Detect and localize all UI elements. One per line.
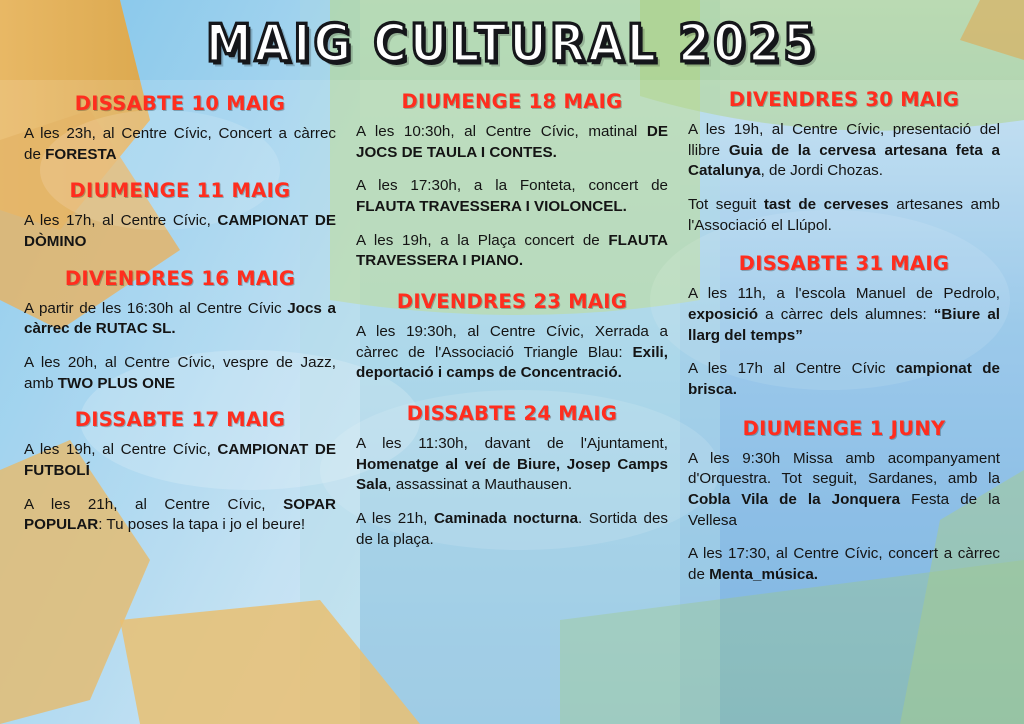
poster-columns: [0, 72, 1024, 599]
event-text: . Sortida des de la plaça.: [356, 510, 668, 548]
event-text: A les 23h, al Centre Cívic, Concert a càrrec de: [24, 125, 336, 163]
event-text: : Tu poses la tapa i jo el beure!: [98, 516, 306, 534]
event-highlight: Jocs a càrrec de RUTAC SL.: [24, 299, 336, 338]
event-highlight: TWO PLUS ONE: [57, 374, 176, 392]
event-text: A les 17:30h, a la Fonteta, concert de: [356, 177, 668, 195]
event-highlight: CAMPIONAT DE FUTBOLÍ: [24, 441, 336, 480]
event-text: A les 11:30h, davant de l'Ajuntament,: [356, 435, 668, 453]
event-highlight: tast de cerveses: [763, 196, 889, 214]
event-text: A les 17:30, al Centre Cívic, concert a càrrec de: [688, 545, 1000, 584]
event-highlight: CAMPIONAT DE DÒMINO: [24, 212, 336, 251]
event-text: A les 9:30h Missa amb acompanyament d'Orquestra. Tot seguit, Sardanes, amb la: [688, 449, 1000, 488]
day-heading: DIUMENGE 1 JUNY: [742, 416, 946, 440]
event-text: A les 19:30h, al Centre Cívic, Xerrada a càrrec de l'Associació Triangle Blau:: [356, 323, 668, 361]
event-highlight: “Biure al llarg del temps”: [688, 306, 1000, 344]
event-text: a càrrec dels alumnes:: [758, 306, 934, 324]
event-text: Festa de la Vellesa: [688, 491, 1000, 529]
event-entry: [688, 195, 1000, 236]
event-text: , de Jordi Chozas.: [760, 162, 883, 180]
event-text: A les 17h, al Centre Cívic,: [24, 212, 218, 230]
event-highlight: DE JOCS DE TAULA I CONTES.: [356, 123, 668, 161]
event-text: A les 19h, al Centre Cívic,: [24, 441, 218, 459]
event-text: A les 21h, al Centre Cívic,: [24, 495, 284, 513]
day-heading: DIVENDRES 16 MAIG: [64, 266, 296, 290]
event-entry: [688, 544, 1000, 585]
day-heading: DISSABTE 31 MAIG: [738, 252, 950, 276]
event-text: A les 20h, al Centre Cívic, vespre de Jazz, amb: [24, 354, 336, 392]
event-text: A les 10:30h, al Centre Cívic, matinal: [356, 123, 647, 140]
event-entry: [356, 231, 668, 272]
event-entry: [688, 284, 1000, 346]
day-heading: DISSABTE 17 MAIG: [74, 408, 286, 432]
day-heading: DIUMENGE 18 MAIG: [401, 90, 623, 113]
event-text: , assassinat a Mauthausen.: [387, 476, 573, 494]
day-heading: DISSABTE 10 MAIG: [74, 92, 286, 115]
event-highlight: FLAUTA TRAVESSERA I VIOLONCEL.: [356, 198, 627, 216]
event-entry: [24, 124, 336, 165]
event-highlight: campionat de brisca.: [688, 360, 1000, 399]
event-entry: [24, 353, 336, 394]
event-entry: [688, 449, 1000, 532]
day-heading: DIVENDRES 30 MAIG: [728, 88, 960, 111]
column-3: [678, 72, 1010, 599]
event-text: A les 21h,: [356, 510, 434, 528]
event-entry: [356, 434, 668, 496]
event-entry: [24, 211, 336, 252]
event-highlight: Exili, deportació i camps de Concentració.: [356, 343, 668, 382]
event-entry: [688, 359, 1000, 400]
event-entry: [356, 122, 668, 163]
day-heading: DISSABTE 24 MAIG: [406, 402, 618, 426]
event-highlight: Homenatge al veí de Biure, Josep Camps Sala: [356, 455, 668, 494]
event-text: A les 19h, a la Plaça concert de: [356, 231, 609, 249]
event-entry: [688, 120, 1000, 182]
event-highlight: exposició: [688, 306, 759, 324]
event-highlight: Menta_música.: [709, 566, 819, 584]
column-1: [14, 72, 346, 599]
event-highlight: Caminada nocturna: [433, 510, 579, 528]
event-text: A les 17h al Centre Cívic: [688, 360, 896, 378]
event-highlight: SOPAR POPULAR: [24, 495, 336, 534]
event-text: A partir de les 16:30h al Centre Cívic: [24, 299, 288, 317]
event-entry: [356, 176, 668, 217]
event-highlight: Guia de la cervesa artesana feta a Catalunya: [688, 141, 1000, 180]
event-highlight: FLAUTA TRAVESSERA I PIANO.: [356, 231, 668, 270]
event-entry: [356, 509, 668, 550]
event-text: artesanes amb l'Associació el Llúpol.: [688, 196, 1000, 234]
poster-title-wrap: [0, 0, 1024, 72]
event-entry: [24, 495, 336, 536]
event-entry: [356, 322, 668, 384]
event-entry: [24, 440, 336, 481]
event-text: A les 19h, al Centre Cívic, presentació del llibre: [688, 121, 1000, 159]
event-highlight: FORESTA: [45, 145, 117, 163]
event-highlight: Cobla Vila de la Jonquera: [688, 491, 901, 509]
event-text: Tot seguit: [688, 196, 764, 214]
column-2: [346, 72, 678, 599]
event-entry: [24, 299, 336, 340]
event-text: A les 11h, a l'escola Manuel de Pedrolo,: [688, 285, 1000, 303]
day-heading: DIUMENGE 11 MAIG: [69, 179, 291, 203]
poster-title: MAIG CULTURAL 2025: [205, 12, 819, 74]
day-heading: DIVENDRES 23 MAIG: [396, 290, 628, 314]
